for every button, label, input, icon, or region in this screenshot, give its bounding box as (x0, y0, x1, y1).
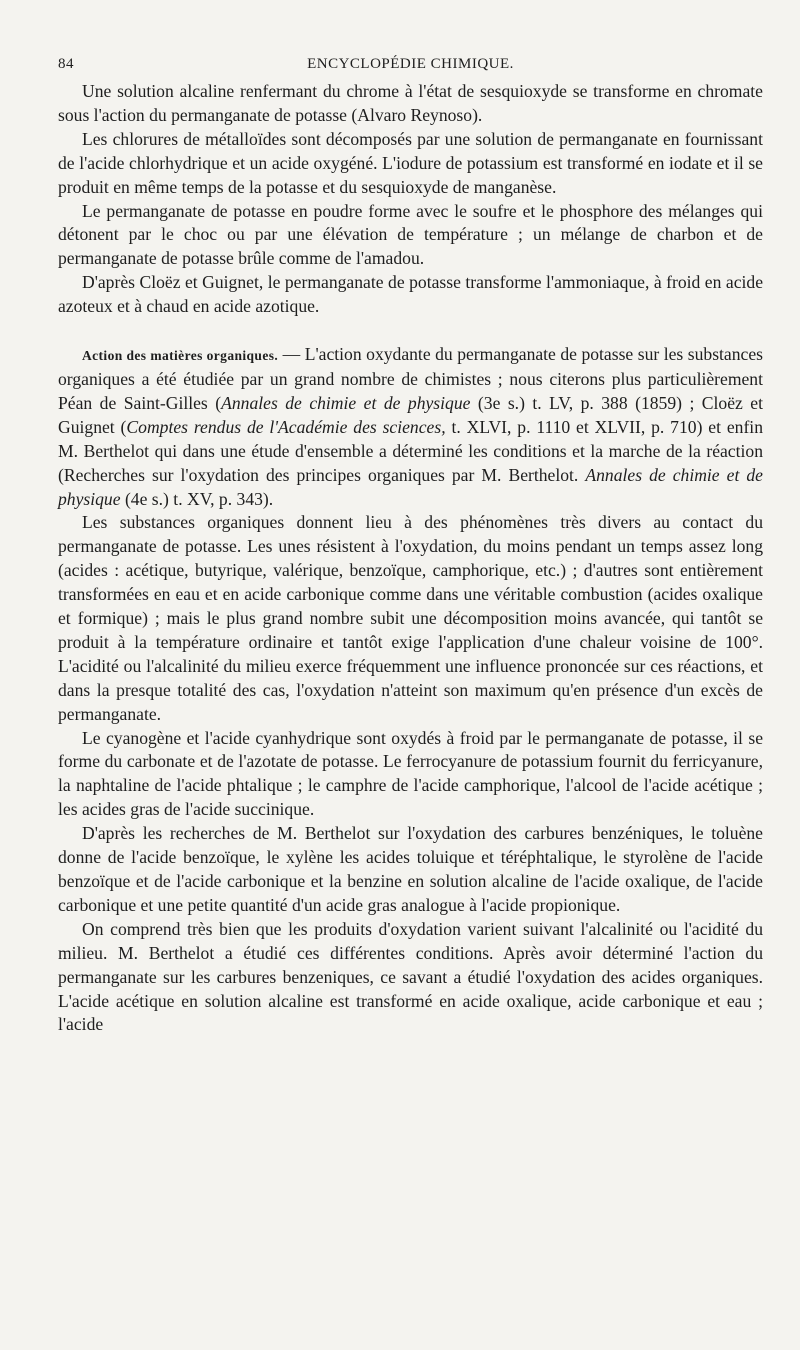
reference-detail: t. XLVI, p. 1110 et XLVII, p. 710) et enfin M. Berthelot qui dans une étude d'ensemble a déterminé les conditions et la marche de la réaction (Recherches sur l'oxydation des principes organiques par M. Berthelot. (58, 416, 763, 485)
paragraph: Le permanganate de potasse en poudre forme avec le soufre et le phosphore des mélanges qui détonent par le choc ou par une élévation de température ; un mélange de charbon et de permanganate de potasse brûle comme de l'amadou. (58, 200, 763, 269)
paragraph: D'après les recherches de M. Berthelot sur l'oxydation des carbures benzéniques, le toluène donne de l'acide benzoïque, le xylène les acides toluique et téréphtalique, le styrolène de l'acide benzoïque et de l'acide carbonique et la benzine en solution alcaline de l'acide oxalique, de l'acide carbonique et une petite quantité d'un acide gras analogue à l'acide propionique. (58, 823, 763, 915)
reference-detail: (3e s.) t. LV, p. 388 (1859) ; Cloëz et Guignet ( (58, 392, 763, 437)
paragraph: Les substances organiques donnent lieu à des phénomènes très divers au contact du permanganate de potasse. Les unes résistent à l'oxydation, du moins pendant un temps assez long (acides : acétique, butyrique, valérique, benzoïque, camphorique, etc.) ; d'autres sont entièrement transformées en eau et en acide carbonique comme dans une véritable combustion (acides oxalique et formique) ; mais le plus grand nombre subit une décomposition moins avancée, qui tantôt se produit à la température ordinaire et tantôt exige l'application d'une chaleur voisine de 100°. L'acidité ou l'alcalinité du milieu exerce fréquemment une influence prononcée sur ces réactions, et dans la presque totalité des cas, l'oxydation n'atteint son maximum qu'en présence d'un excès de permanganate. (58, 512, 763, 724)
paragraph: On comprend très bien que les produits d'oxydation varient suivant l'alcalinité ou l'acidité du milieu. M. Berthelot a étudié ces différentes conditions. Après avoir déterminé l'action du permanganate sur les carbures benzeniques, ce savant a étudié l'oxydation des acides organiques. L'acide acétique en solution alcaline est transformé en acide oxalique, acide carbonique et eau ; l'acide (58, 918, 763, 1035)
paragraph: Les chlorures de métalloïdes sont décomposés par une solution de permanganate en fournissant de l'acide chlorhydrique et un acide oxygéné. L'iodure de potassium est transformé en iodate et il se produit en même temps de la potasse et du sesquioxyde de manganèse. (58, 128, 763, 197)
section-title: Action des matières organiques. (82, 348, 279, 364)
reference-title: Annales de chimie et de physique (221, 392, 471, 413)
section-dash: — (278, 344, 305, 365)
section-paragraph (58, 343, 763, 511)
page-number: 84 (58, 56, 74, 72)
paragraph: Le cyanogène et l'acide cyanhydrique sont oxydés à froid par le permanganate de potasse, il se forme du carbonate et de l'azotate de potasse. Le ferrocyanure de potassium fournit du ferricyanure, la naphtaline de l'acide phtalique ; le camphre de l'acide camphorique, l'alcool de l'acide acétique ; les acides gras de l'acide succinique. (58, 727, 763, 820)
paragraph: Une solution alcaline renfermant du chrome à l'état de sesquioxyde se transforme en chromate sous l'action du permanganate de potasse (Alvaro Reynoso). (58, 81, 763, 125)
reference-detail: (4e s.) t. XV, p. 343). (120, 488, 274, 509)
paragraph: D'après Cloëz et Guignet, le permanganate de potasse transforme l'ammoniaque, à froid en acide azoteux et à chaud en acide azotique. (58, 272, 763, 317)
section-intro: L'action oxydante du permanganate de potasse sur les substances organiques a été étudiée par un grand nombre de chimistes ; nous citerons plus particulièrement Péan de Saint-Gilles ( (58, 344, 764, 413)
running-head: ENCYCLOPÉDIE CHIMIQUE. (307, 56, 514, 72)
reference-title: Comptes rendus de l'Académie des sciences, (126, 416, 446, 437)
page-body (58, 80, 763, 1037)
reference-title: Annales de chimie et de physique (58, 464, 763, 509)
page-header (58, 52, 763, 76)
